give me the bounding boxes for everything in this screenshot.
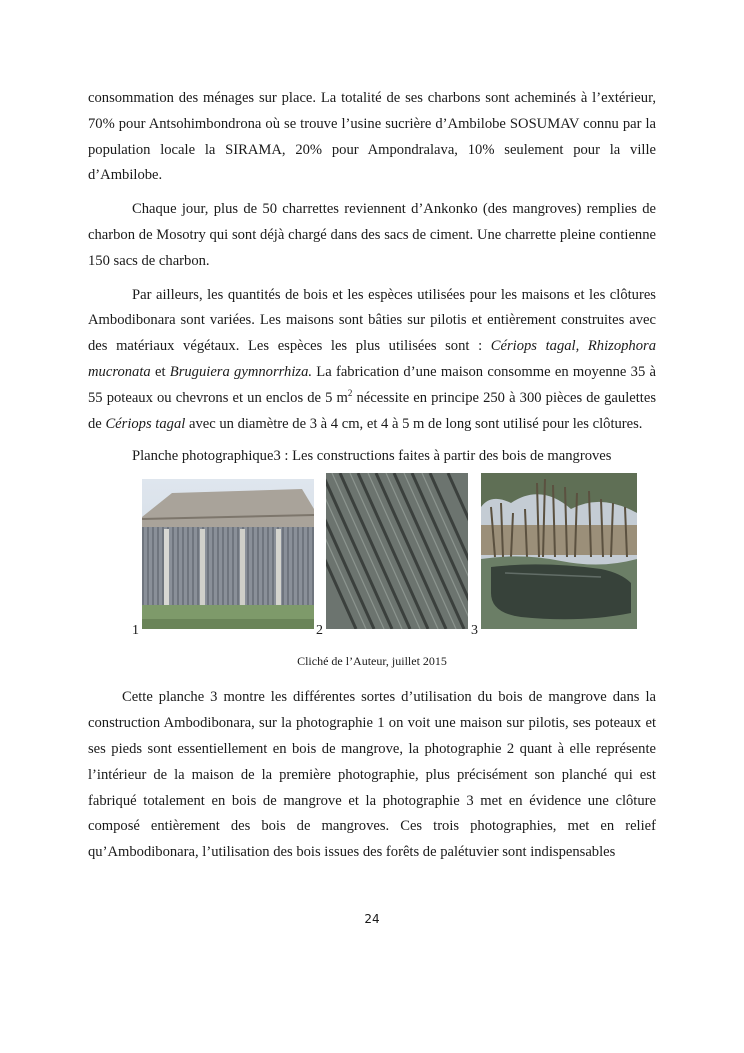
photo-number-1: 1 bbox=[132, 623, 139, 639]
paragraph-wood-species: Par ailleurs, les quantités de bois et les espèces utilisées pour les maisons et les clôtures Ambodibonara sont variées. Les maisons sont bâties sur pilotis et entièrement construites avec des matériaux végétaux. Les espèces les plus utilisées sont : Cériops tagal, Rhizophora mucronata et Bruguiera gymnorrhiza. La fabrication d’une maison consomme en moyenne 35 à 55 poteaux ou chevrons et un enclos de 5 $m^2$ nécessite en principe 250 à 300 pièces de gaulettes de Cériops tagal avec un diamètre de 3 à 4 cm, et 4 à 5 m de long sont utilisé pour les clôtures. bbox=[88, 286, 657, 432]
species-name: Bruguiera gymnorrhiza. bbox=[169, 363, 313, 380]
species-names: Cériops tagal, Rhizophora mucronata bbox=[88, 338, 656, 380]
paragraph-carts: Chaque jour, plus de 50 charrettes reviennent d’Ankonko (des mangroves) remplies de charbon de Mosotry qui sont déjà chargé dans des sacs de ciment. Une charrette pleine contienne 150 sacs de charbon. bbox=[88, 201, 656, 269]
species-name: Cériops tagal bbox=[105, 415, 186, 432]
photo-plate bbox=[88, 479, 656, 639]
plate-title: Planche photographique3 : Les constructions faites à partir des bois de mangroves bbox=[132, 448, 612, 465]
paragraph-charcoal-distribution: consommation des ménages sur place. La totalité de ses charbons sont acheminés à l’extérieur, 70% pour Antsohimbondrona où se trouve l’usine sucrière d’Ambilobe SOSUMAV connu par la population locale la SIRAMA, 20% pour Ampondralava, 10% seulement pour la ville d’Ambilobe. bbox=[88, 90, 656, 184]
stilt-house-photo bbox=[142, 479, 314, 629]
page-number: 24 bbox=[364, 912, 380, 926]
photo-number-3: 3 bbox=[471, 623, 478, 639]
wooden-floor-photo bbox=[326, 473, 468, 629]
document-page bbox=[88, 86, 656, 866]
plate-caption: Cliché de l’Auteur, juillet 2015 bbox=[297, 654, 447, 669]
paragraph-plate-commentary: Cette planche 3 montre les différentes sortes d’utilisation du bois de mangrove dans la construction Ambodibonara, sur la photographie 1 on voit une maison sur pilotis, ses poteaux et ses pieds sont essentiellement en bois de mangrove, la photographie 2 quant à elle représente l’intérieur de la maison de la première photographie, plus précisément son planché qui est fabriqué totalement en bois de mangrove et la photographie 3 met en évidence une clôture composé entièrement des bois de mangroves. Ces trois photographies, met en relief qu’Ambodibonara, l’utilisation des bois issues des forêts de palétuvier sont indispensables bbox=[88, 689, 656, 861]
photo-number-2: 2 bbox=[316, 623, 323, 639]
fence-photo bbox=[481, 473, 637, 629]
